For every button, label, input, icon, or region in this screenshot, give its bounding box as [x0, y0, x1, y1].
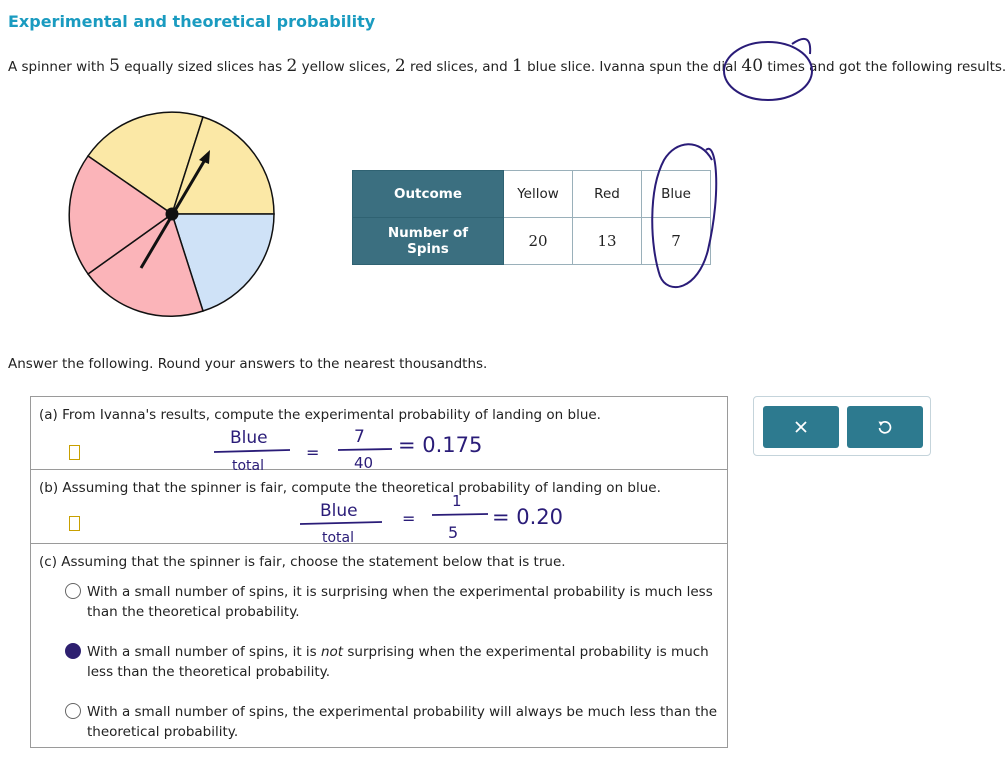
- page-title: Experimental and theoretical probability: [8, 12, 376, 31]
- question-b: [30, 470, 728, 544]
- ink-b-eq: =: [402, 509, 416, 528]
- table-header: Number of Spins: [353, 218, 504, 265]
- close-icon: [794, 420, 808, 434]
- problem-statement: A spinner with 5 equally sized slices has 2 yellow slices, 2 red slices, and 1 blue slice. Ivanna spun the dial 40 times and got the following results.: [8, 56, 1006, 76]
- clear-button[interactable]: [763, 406, 839, 448]
- instructions: Answer the following. Round your answers to the nearest thousandths.: [8, 356, 488, 372]
- option-1-text: With a small number of spins, it is surprising when the experimental probability is much less than the theoretical probability.: [87, 584, 713, 620]
- question-b-text: (b) Assuming that the spinner is fair, compute the theoretical probability of landing on blue.: [39, 480, 661, 496]
- question-a-text: (a) From Ivanna's results, compute the experimental probability of landing on blue.: [39, 407, 601, 423]
- table-cell: 20: [504, 218, 573, 265]
- table-cell: 13: [573, 218, 642, 265]
- ink-b-num: Blue: [320, 501, 358, 521]
- answer-b-input[interactable]: [69, 516, 80, 531]
- table-cell: Blue: [642, 171, 711, 218]
- radio-option-1[interactable]: [65, 583, 81, 599]
- ink-a-num: Blue: [230, 428, 268, 448]
- ink-b-den: total: [322, 530, 355, 546]
- ink-a-result: = 0.175: [398, 433, 483, 457]
- ink-a-frac-num: 7: [354, 427, 365, 447]
- spinner-figure: [68, 110, 280, 322]
- ink-a-frac-den: 40: [354, 454, 374, 472]
- reset-button[interactable]: [847, 406, 923, 448]
- ink-a-eq: =: [306, 443, 320, 462]
- question-c: [30, 544, 728, 748]
- table-row: [353, 171, 711, 218]
- undo-icon: [877, 419, 893, 435]
- ink-a-den: total: [232, 458, 265, 474]
- answer-a-input[interactable]: [69, 445, 80, 460]
- option-3-text: With a small number of spins, the experimental probability will always be much less than the theoretical probability.: [87, 704, 718, 740]
- radio-option-3[interactable]: [65, 703, 81, 719]
- ink-circle-tail: [792, 39, 810, 54]
- option-2-text: With a small number of spins, it is not surprising when the experimental probability is much less than the theoretical probability.: [87, 644, 709, 680]
- table-header: Outcome: [353, 171, 504, 218]
- question-c-text: (c) Assuming that the spinner is fair, choose the statement below that is true.: [39, 554, 566, 570]
- question-a: [30, 396, 728, 470]
- tool-panel: [753, 396, 931, 456]
- results-table: [352, 170, 711, 265]
- radio-option-2[interactable]: [65, 643, 81, 659]
- table-cell: Red: [573, 171, 642, 218]
- table-cell: 7: [642, 218, 711, 265]
- ink-b-frac-den: 5: [448, 523, 459, 542]
- spinner-hub: [166, 208, 179, 221]
- ink-b-result: = 0.20: [492, 505, 564, 529]
- table-cell: Yellow: [504, 171, 573, 218]
- ink-b-frac-num: 1: [452, 492, 462, 510]
- table-row: [353, 218, 711, 265]
